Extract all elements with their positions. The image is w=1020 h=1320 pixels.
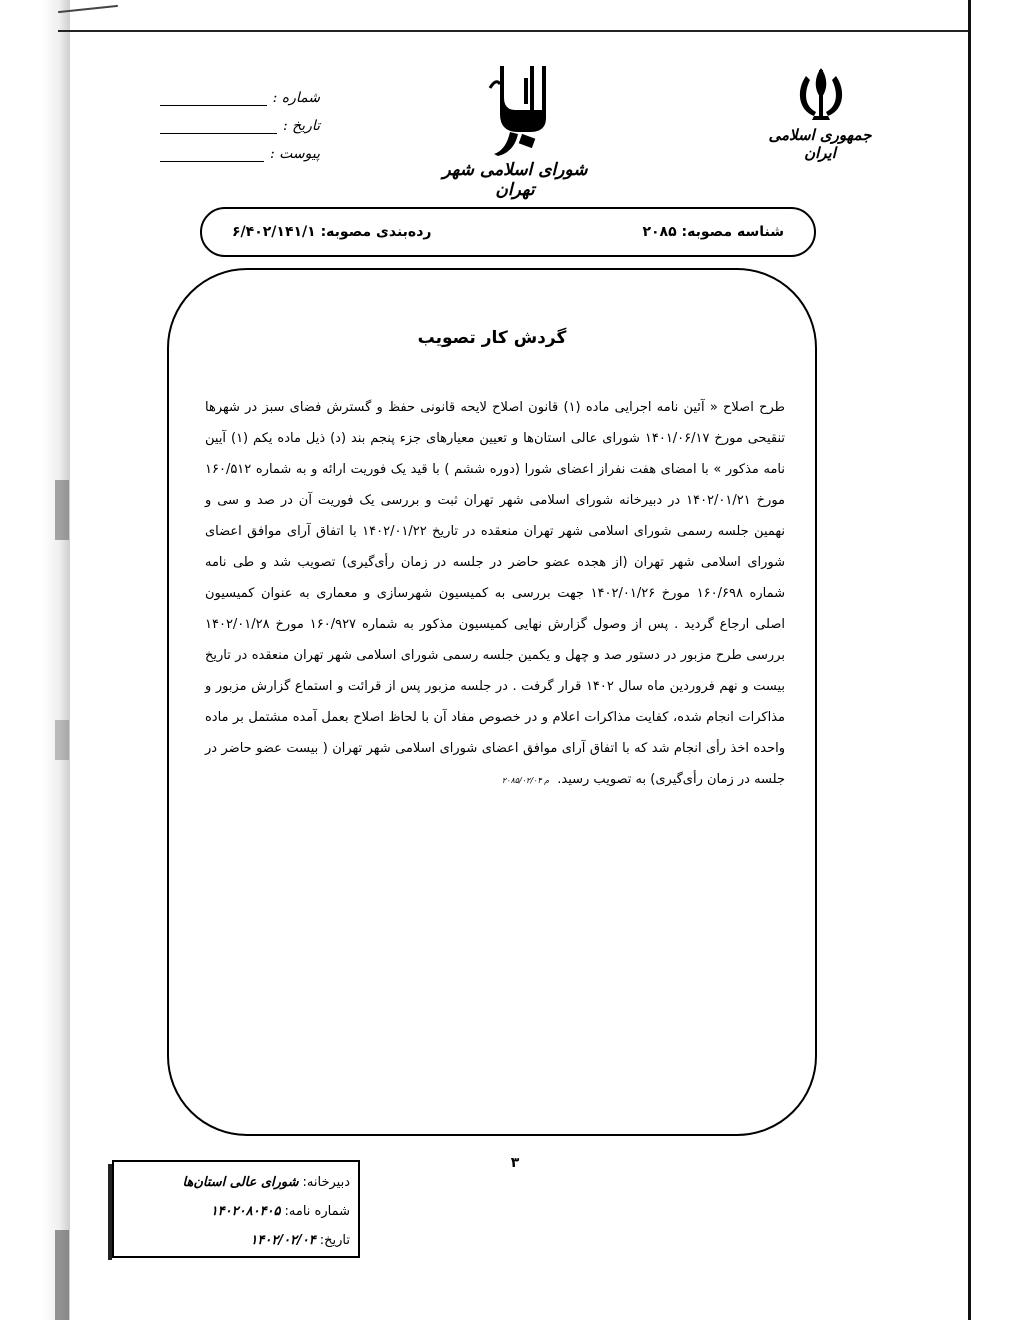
top-border-line [58,30,970,32]
stamp-letter-label: شماره نامه: [284,1204,350,1219]
meta-date-line [160,119,277,134]
stamp-date-value: ۱۴۰۲/۰۲/۰۴ [250,1233,316,1248]
meta-number-line [160,91,267,106]
meta-date-label: تاریخ : [282,118,320,134]
country-name: جمهوری اسلامی ایران [768,126,872,162]
approval-id-bar [200,207,816,257]
receipt-stamp [112,1160,360,1258]
reference-note: م ۲۰۸۵/۰۲/۰۴ [501,776,550,785]
meta-attachment-label: پیوست : [270,146,320,162]
meta-date-row [160,106,320,134]
stamp-letter-row [122,1197,350,1226]
stamp-date-label: تاریخ: [319,1233,350,1248]
stamp-date-row [122,1226,350,1255]
stamp-letter-value: ۱۴۰۲۰۸۰۴۰۵ [210,1204,281,1219]
meta-attachment-line [160,147,264,162]
meta-attachment-row [160,134,320,162]
approval-id: شناسه مصوبه: ۲۰۸۵ [642,224,784,240]
body-paragraph: طرح اصلاح « آئین نامه اجرایی ماده (۱) قانون اصلاح لایحه قانونی حفظ و گسترش فضای سبز در شهرها تنقیحی مورخ ۱۴۰۱/۰۶/۱۷ شورای عالی استان‌ها و تعیین معیارهای جزء پنجم بند (د) ذیل ماده یکم (۱) آیین نامه مذکور » با امضای هفت نفراز اعضای شورا (دوره ششم ) با قید یک فوریت ارائه و به شماره ۱۶۰/۵۱۲ مورخ ۱۴۰۲/۰۱/۲۱ در دبیرخانه شورای اسلامی شهر تهران ثبت و بررسی یک فوریت آن در صد و سی و نهمین جلسه رسمی شورای اسلامی شهر تهران منعقده در تاریخ ۱۴۰۲/۰۱/۲۲ با اتفاق آرای موافق اعضای شورای اسلامی شهر تهران (از هجده عضو حاضر در جلسه در زمان رأی‌گیری) تصویب شد و طی نامه شماره ۱۶۰/۶۹۸ مورخ ۱۴۰۲/۰۱/۲۶ جهت بررسی به کمیسیون شهرسازی و معماری به عنوان کمیسیون اصلی ارجاع گردید . پس از وصول گزارش نهایی کمیسیون مذکور به شماره ۱۶۰/۹۲۷ مورخ ۱۴۰۲/۰۱/۲۸ بررسی طرح مزبور در دستور صد و چهل و یکمین جلسه رسمی شورای اسلامی شهر تهران منعقده در تاریخ بیست و نهم فروردین ماه سال ۱۴۰۲ قرار گرفت . در جلسه مزبور پس از قرائت و استماع گزارش مزبور و مذاکرات انجام شده، کفایت مذاکرات اعلام و در خصوص مفاد آن با لحاظ اصلاح بعمل آمده مشتمل بر ماده واحده اخذ رأی انجام شد که با اتفاق آرای موافق اعضای شورای اسلامی شهر تهران ( بیست عضو حاضر در جلسه در زمان رأی‌گیری) به تصویب رسید. [205,400,786,787]
stamp-secretariat-label: دبیرخانه: [302,1175,350,1190]
scan-shadow-left [0,0,70,1320]
document-title: گردش کار تصویب [417,328,567,348]
letter-meta-fields [160,78,320,162]
council-name: شورای اسلامی شهر تهران [442,160,588,200]
stamp-secretariat-row [122,1168,350,1197]
iran-emblem-icon [792,64,850,124]
meta-number-row [160,78,320,106]
page-edge-right [968,0,971,1320]
approval-classification: رده‌بندی مصوبه: ۶/۴۰۲/۱۴۱/۱ [232,224,432,240]
document-body [205,392,785,796]
stamp-secretariat-value: شورای عالی استان‌ها [182,1175,299,1190]
tehran-council-logo-icon [470,58,580,158]
meta-number-label: شماره : [272,90,320,106]
page-number: ۳ [510,1155,520,1171]
